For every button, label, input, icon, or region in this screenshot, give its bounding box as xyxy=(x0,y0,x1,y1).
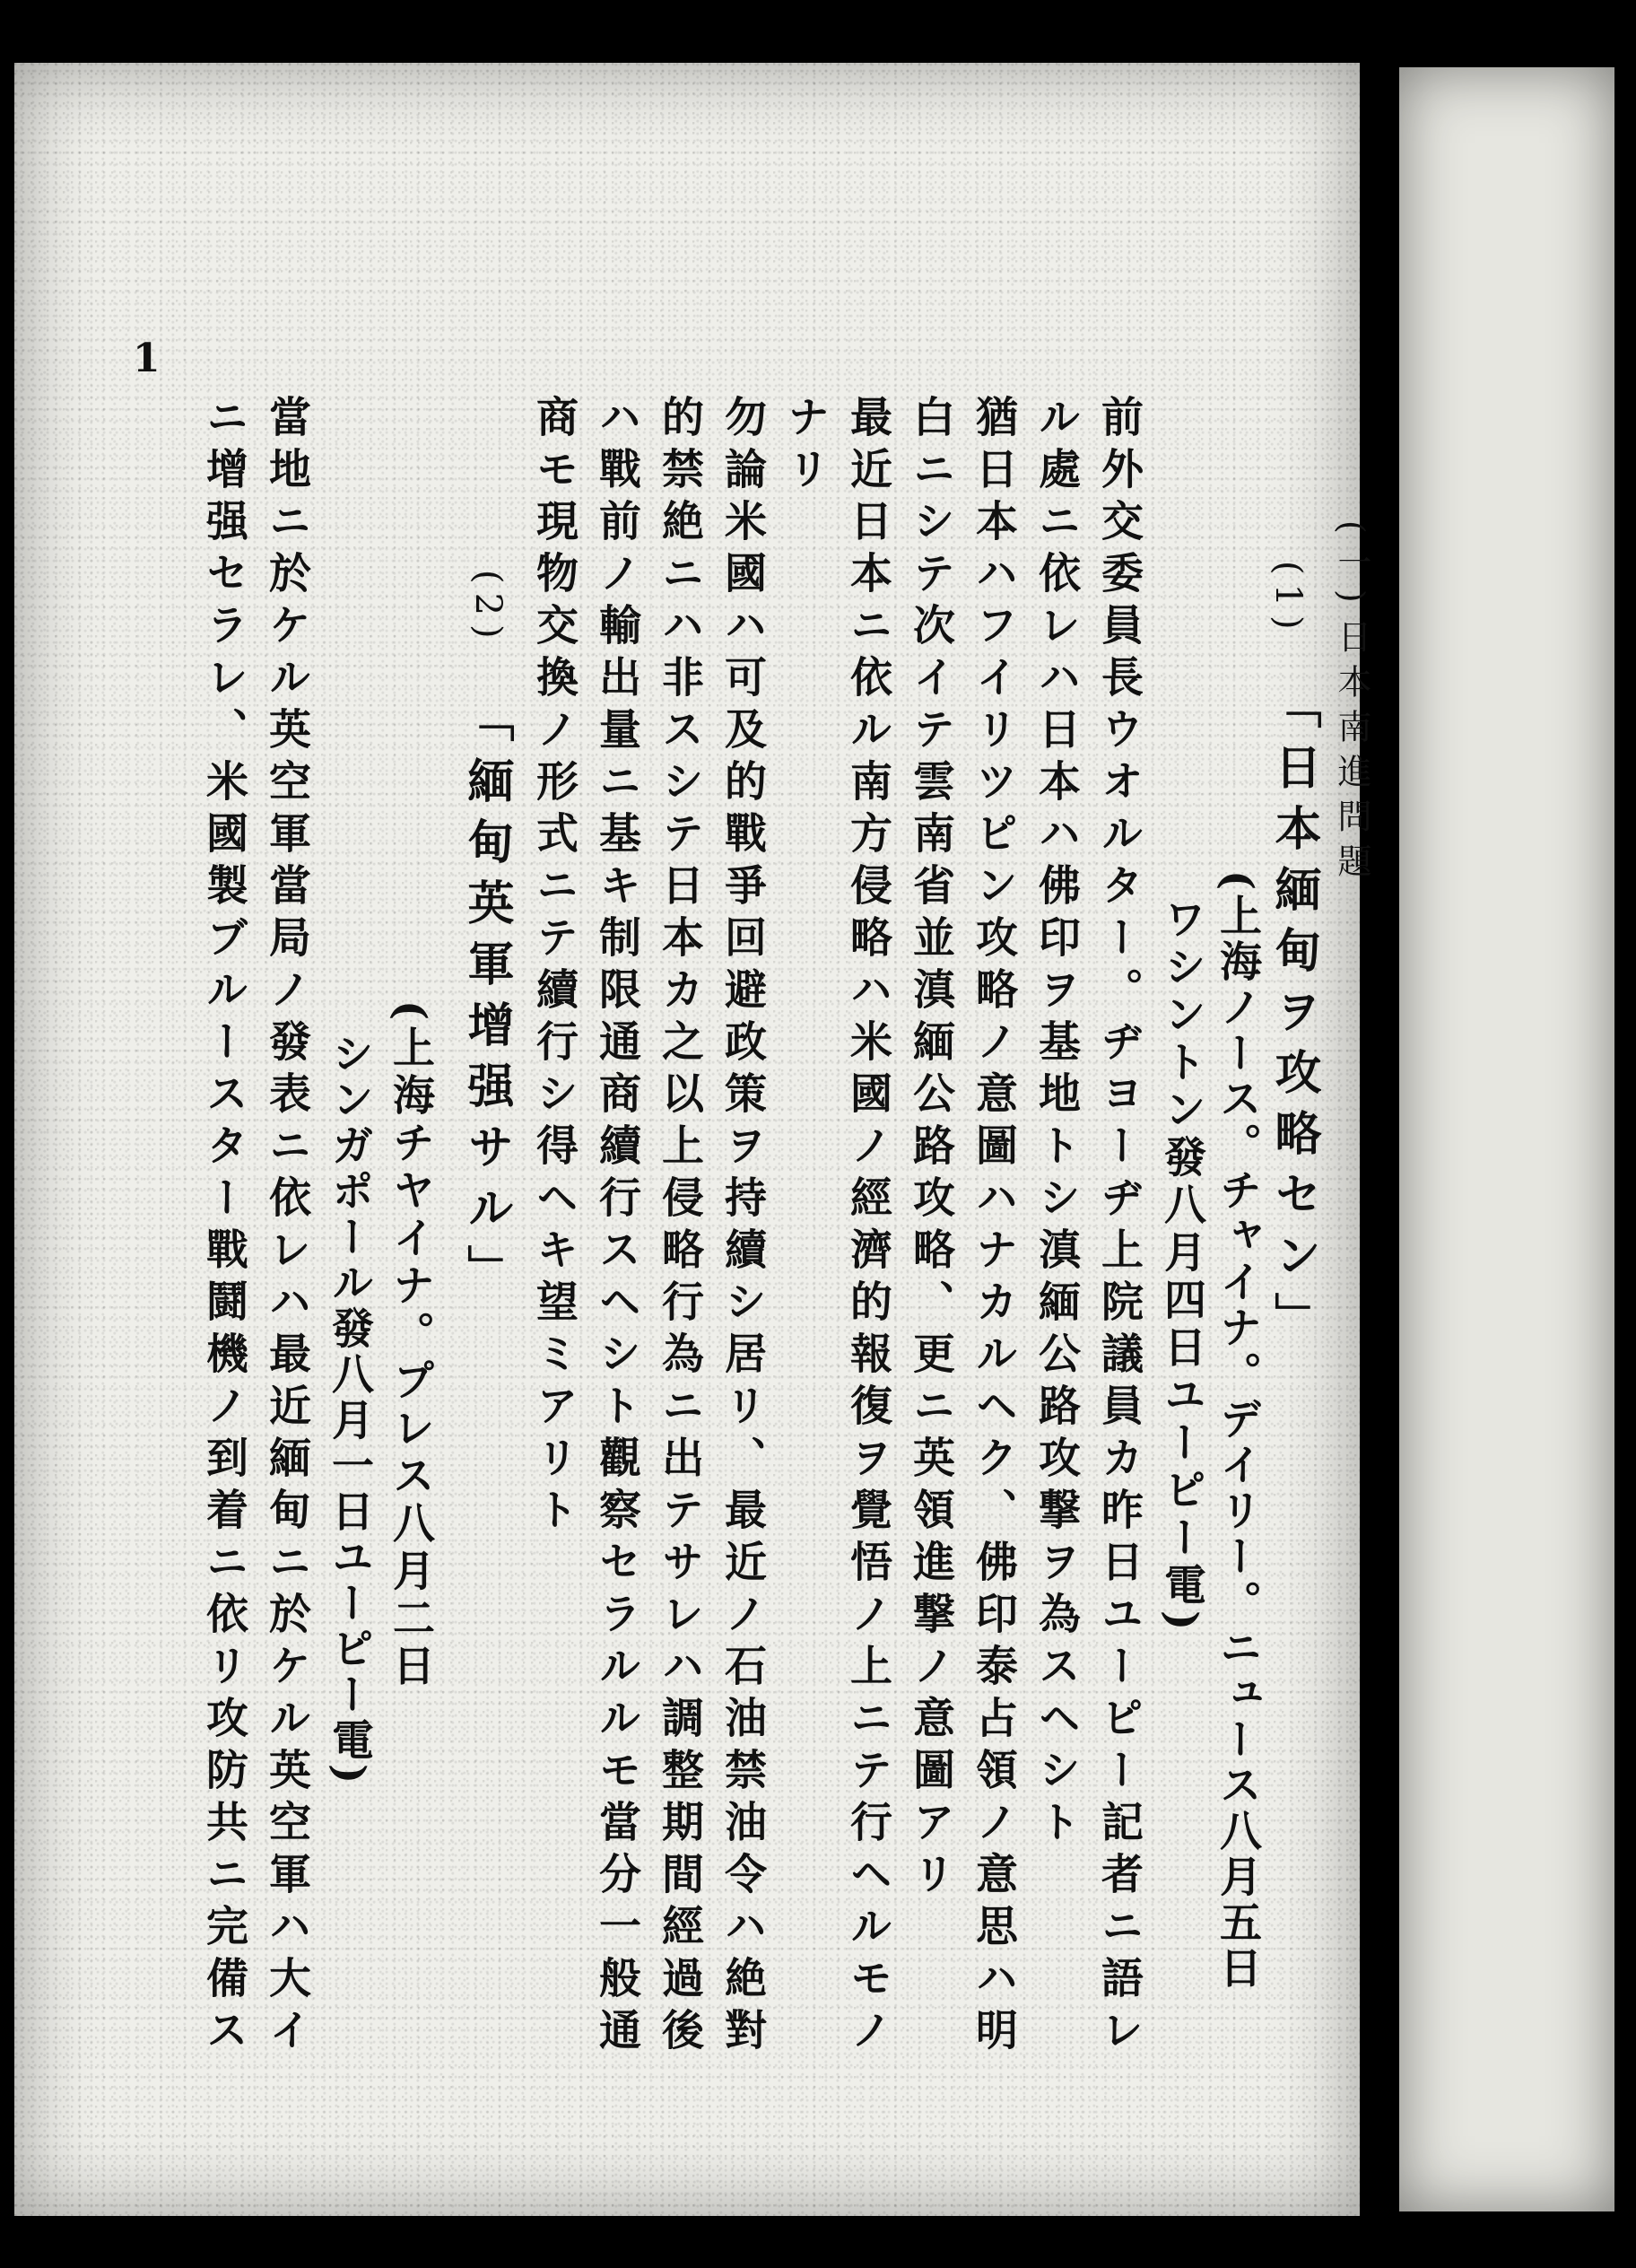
adjacent-page-edge xyxy=(1399,67,1614,2211)
section1-body-line: 白ニシテ次イテ雲南省並滇緬公路攻略、更ニ英領進撃ノ意圖アリ xyxy=(906,395,955,1904)
section1-source-line1: (上海ノース。チャイナ。デイリー。ニュース八月五日 xyxy=(1213,870,1262,1993)
section2-body-line: 當地ニ於ケル英空軍當局ノ發表ニ依レハ最近緬甸ニ於ケル英空軍ハ大イ xyxy=(262,395,311,2060)
section2-source-line1: (上海チヤイナ。プレス八月二日 xyxy=(386,1000,435,1692)
chapter-marker: (一) xyxy=(1332,520,1371,614)
section1-marker: (1) xyxy=(1267,561,1309,639)
section1-body-line: ハ戰前ノ輸出量ニ基キ制限通商續行スヘシト觀察セラルルモ當分一般通 xyxy=(592,395,641,2060)
section2-title: 「緬甸英軍增强サル」 xyxy=(459,695,514,1305)
section1-body-line: ル處ニ依レハ日本ハ佛印ヲ基地トシ滇緬公路攻撃ヲ為スヘシト xyxy=(1031,395,1081,1852)
section1-body-line: 勿論米國ハ可及的戰爭回避政策ヲ持續シ居リ、最近ノ石油禁油令ハ絶對 xyxy=(718,395,767,2060)
section1-body-line: 前外交委員長ウオルター。ヂヨーヂ上院議員カ昨日ユーピー記者ニ語レ xyxy=(1094,395,1144,2060)
section1-body-line: 的禁絶ニハ非スシテ日本カ之以上侵略行為ニ出テサレハ調整期間經過後 xyxy=(655,395,704,2060)
section2-source-line2: シンガポール發八月一日ユーピー電) xyxy=(325,1032,374,1788)
section1-body-line: 最近日本ニ依ル南方侵略ハ米國ノ經濟的報復ヲ覺悟ノ上ニテ行ヘルモノ xyxy=(843,395,892,2060)
document-page xyxy=(14,63,1371,2216)
page-number: 1 xyxy=(133,336,161,381)
section1-body-line: ナリ xyxy=(780,395,830,499)
section2-marker: (2) xyxy=(467,570,509,648)
section1-body-line: 商モ現物交換ノ形式ニテ續行シ得ヘキ望ミアリト xyxy=(529,395,579,1540)
chapter-title: 日本南進問題 xyxy=(1332,619,1371,888)
section1-body-line: 猶日本ハフイリツピン攻略ノ意圖ハナカルヘク、佛印泰占領ノ意思ハ明 xyxy=(969,395,1018,2060)
section1-title: 「日本緬甸ヲ攻略セン」 xyxy=(1266,682,1321,1353)
section2-body-line: ニ增强セラレ、米國製ブルースター戰鬪機ノ到着ニ依リ攻防共ニ完備ス xyxy=(199,395,248,2060)
section1-source-line2: ワシントン發八月四日ユーピー電) xyxy=(1157,897,1206,1636)
